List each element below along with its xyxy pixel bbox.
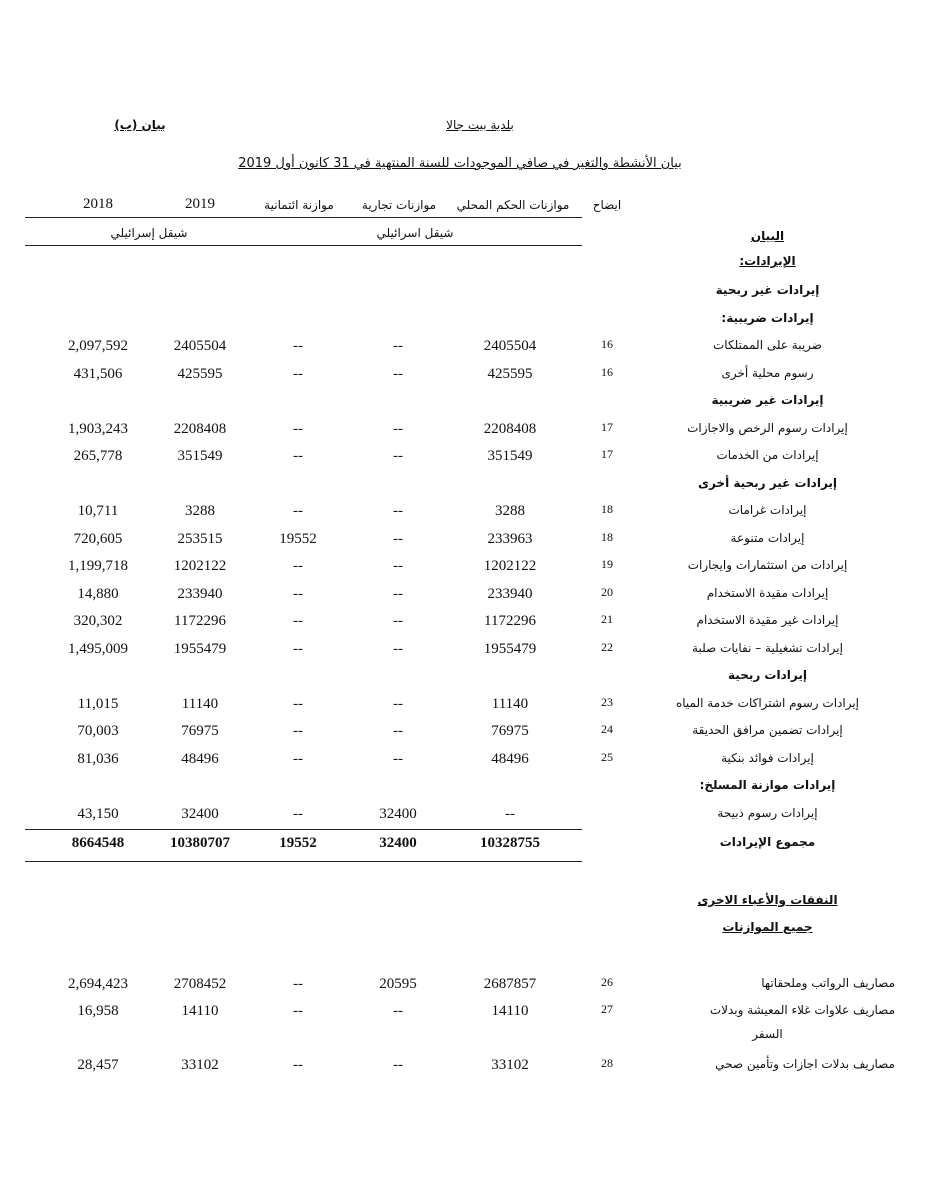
value-trading: -- <box>393 613 403 629</box>
description-header-text: البيان <box>750 229 785 243</box>
table-row <box>0 445 927 469</box>
table-row <box>0 1054 927 1078</box>
value-trust: -- <box>293 1057 303 1073</box>
col-2019-header-text: 2019 <box>185 196 215 212</box>
section-heading-row <box>0 775 927 799</box>
value-local-gov: 14110 <box>491 1003 529 1019</box>
value-trust: -- <box>293 805 303 822</box>
value-2019: 3288 <box>185 503 215 519</box>
note-ref: 22 <box>601 639 613 654</box>
value-2019: 2405504 <box>173 338 227 354</box>
table-row <box>0 610 927 634</box>
value-2018: 28,457 <box>77 1057 119 1073</box>
value-2018: 1,903,243 <box>68 420 128 437</box>
table-row <box>0 748 927 772</box>
section-heading: إيرادات غير ضريبية <box>711 393 824 407</box>
value-local-gov: 233963 <box>487 530 533 547</box>
value-2019: 2208408 <box>173 420 227 437</box>
total-label: مجموع الإيرادات <box>719 835 816 849</box>
value-2019: 1172296 <box>174 613 226 629</box>
note-ref: 26 <box>601 975 613 989</box>
table-row <box>0 720 927 744</box>
value-trust: 19552 <box>279 530 317 547</box>
value-trading: -- <box>393 640 403 657</box>
value-local-gov: 76975 <box>491 723 529 739</box>
value-trust: -- <box>293 365 303 382</box>
value-local-gov: 351549 <box>487 448 533 464</box>
total-trading: 32400 <box>379 835 417 851</box>
total-bottom-rule <box>25 861 582 862</box>
col-trust-header <box>250 198 348 212</box>
value-2019: 351549 <box>177 448 223 464</box>
value-local-gov: 2208408 <box>483 420 537 437</box>
total-local-gov: 10328755 <box>480 835 540 851</box>
value-2018: 14,880 <box>77 585 119 602</box>
line-item-label: إيرادات متنوعة <box>730 530 805 545</box>
value-local-gov: -- <box>505 805 515 822</box>
value-trust: -- <box>293 613 303 629</box>
note-ref: 20 <box>601 584 613 599</box>
section-heading-row <box>0 308 927 332</box>
value-trading: -- <box>393 750 403 767</box>
line-item-label-continued: السفر <box>752 1027 783 1041</box>
value-trading: -- <box>393 503 403 519</box>
header-rule <box>25 217 582 218</box>
value-local-gov: 33102 <box>491 1057 529 1073</box>
value-trading: -- <box>393 1057 403 1073</box>
value-2018: 1,495,009 <box>68 640 128 657</box>
total-2019: 10380707 <box>170 835 230 851</box>
value-2018: 320,302 <box>73 613 123 629</box>
value-2019: 32400 <box>181 805 219 822</box>
total-top-rule <box>25 829 582 830</box>
note-ref: 27 <box>601 1002 613 1016</box>
col-2018-header-text: 2018 <box>83 196 113 212</box>
note-ref: 17 <box>601 419 613 434</box>
value-2019: 253515 <box>177 530 223 547</box>
col-2019-header <box>152 196 248 213</box>
expenses-subheading <box>640 920 895 934</box>
section-heading-row <box>0 280 927 304</box>
statement-id <box>85 118 195 132</box>
note-ref: 16 <box>601 364 613 379</box>
table-row <box>0 363 927 387</box>
statement-id-text: بيان (ب) <box>114 118 166 132</box>
value-local-gov: 1955479 <box>483 640 537 657</box>
value-2019: 33102 <box>181 1057 219 1073</box>
organization-name <box>330 118 630 132</box>
value-2018: 11,015 <box>77 695 119 712</box>
value-trading: -- <box>393 365 403 382</box>
value-local-gov: 2687857 <box>483 976 537 992</box>
total-2018: 8664548 <box>71 835 125 851</box>
col-2018-header <box>50 196 146 213</box>
line-item-label: مصاريف علاوات غلاء المعيشة وبدلات <box>709 1003 895 1017</box>
value-2018: 2,694,423 <box>68 976 128 992</box>
value-trading: -- <box>393 530 403 547</box>
value-2019: 11140 <box>181 695 219 712</box>
value-2018: 1,199,718 <box>68 558 128 574</box>
statement-title <box>200 156 720 171</box>
value-local-gov: 425595 <box>487 365 533 382</box>
value-local-gov: 233940 <box>487 585 533 602</box>
value-local-gov: 1202122 <box>483 558 537 574</box>
value-trading: -- <box>393 1003 403 1019</box>
currency-current <box>250 226 580 240</box>
value-trading: 32400 <box>379 805 417 822</box>
organization-name-text: بلدية بيت جالا <box>446 118 514 132</box>
col-trading-header <box>350 198 448 212</box>
value-local-gov: 3288 <box>495 503 525 519</box>
expenses-subheading-text: جميع الموازنات <box>722 920 813 934</box>
value-trading: -- <box>393 448 403 464</box>
line-item-label: مصاريف الرواتب وملحقاتها <box>761 976 895 990</box>
line-item-label: ضريبة على الممتلكات <box>712 338 822 352</box>
revenue-heading <box>640 254 895 268</box>
statement-title-text: بيان الأنشطة والتغير في صافي الموجودات للسنة المنتهية في 31 كانون أول 2019 <box>238 156 682 171</box>
table-row <box>0 1000 927 1041</box>
value-trust: -- <box>293 585 303 602</box>
section-heading: إيرادات ضريبية: <box>721 310 814 325</box>
table-row <box>0 555 927 579</box>
value-trading: -- <box>393 420 403 437</box>
value-2019: 2708452 <box>173 976 227 992</box>
col-local-gov-header-text: موازنات الحكم المحلي <box>456 198 570 212</box>
line-item-label: إيرادات رسوم اشتراكات خدمة المياه <box>675 695 860 710</box>
value-local-gov: 11140 <box>491 695 529 712</box>
table-row <box>0 500 927 524</box>
value-2018: 43,150 <box>77 805 119 822</box>
value-trust: -- <box>293 640 303 657</box>
line-item-label: رسوم محلية أخرى <box>721 365 814 380</box>
value-trust: -- <box>293 1003 303 1019</box>
value-trust: -- <box>293 558 303 574</box>
section-heading: إيرادات موازنة المسلخ: <box>699 778 836 792</box>
value-2019: 1202122 <box>173 558 227 574</box>
value-2018: 81,036 <box>77 750 119 767</box>
value-2019: 76975 <box>181 723 219 739</box>
value-trading: 20595 <box>379 976 417 992</box>
value-2019: 425595 <box>177 365 223 382</box>
note-ref: 25 <box>601 749 613 764</box>
value-2019: 233940 <box>177 585 223 602</box>
table-row <box>0 638 927 662</box>
value-2019: 1955479 <box>173 640 227 657</box>
line-item-label: إيرادات رسوم الرخص والاجازات <box>687 420 848 435</box>
section-heading-row <box>0 390 927 414</box>
note-ref: 18 <box>601 529 613 544</box>
value-trust: -- <box>293 448 303 464</box>
value-2019: 14110 <box>181 1003 219 1019</box>
table-row <box>0 973 927 997</box>
col-note-header <box>578 198 636 212</box>
line-item-label: إيرادات فوائد بنكية <box>721 750 814 765</box>
value-trust: -- <box>293 503 303 519</box>
value-local-gov: 1172296 <box>484 613 536 629</box>
col-note-header-text: ايضاح <box>592 198 622 212</box>
table-row <box>0 693 927 717</box>
value-trading: -- <box>393 723 403 739</box>
value-trust: -- <box>293 338 303 354</box>
value-2018: 10,711 <box>77 503 119 519</box>
currency-prior <box>50 226 248 240</box>
line-item-label: إيرادات تشغيلية – نفايات صلبة <box>692 640 843 655</box>
value-trading: -- <box>393 558 403 574</box>
value-trust: -- <box>293 420 303 437</box>
value-trust: -- <box>293 695 303 712</box>
section-heading-row <box>0 473 927 497</box>
table-row <box>0 583 927 607</box>
value-local-gov: 48496 <box>491 750 529 767</box>
total-trust: 19552 <box>279 835 317 851</box>
col-trading-header-text: موازنات تجارية <box>361 198 437 212</box>
note-ref: 28 <box>601 1056 613 1070</box>
note-ref: 23 <box>601 694 613 709</box>
value-2018: 2,097,592 <box>68 338 128 354</box>
value-2018: 431,506 <box>73 365 123 382</box>
note-ref: 24 <box>601 722 613 736</box>
line-item-label: إيرادات تضمين مرافق الحديقة <box>692 723 843 737</box>
section-heading-row <box>0 665 927 689</box>
line-item-label: مصاريف بدلات اجازات وتأمين صحي <box>715 1057 895 1071</box>
col-local-gov-header <box>450 198 576 212</box>
total-row <box>0 832 927 856</box>
value-trust: -- <box>293 976 303 992</box>
table-row <box>0 528 927 552</box>
line-item-label: إيرادات رسوم ذبيحة <box>717 805 818 820</box>
value-local-gov: 2405504 <box>483 338 537 354</box>
line-item-label: إيرادات مقيدة الاستخدام <box>706 585 829 600</box>
note-ref: 21 <box>601 612 613 626</box>
value-trust: -- <box>293 750 303 767</box>
line-item-label: إيرادات من استثمارات وايجارات <box>687 558 848 572</box>
line-item-label: إيرادات من الخدمات <box>716 448 819 462</box>
currency-rule <box>25 245 582 246</box>
expenses-heading-text: النفقات والأعباء الاخرى <box>697 893 838 907</box>
note-ref: 17 <box>601 447 613 461</box>
value-trading: -- <box>393 585 403 602</box>
note-ref: 16 <box>601 337 613 351</box>
col-trust-header-text: موازنة ائتمانية <box>264 198 334 212</box>
section-heading: إيرادات غير ربحية <box>715 283 820 297</box>
currency-current-text: شيقل اسرائيلي <box>376 226 454 240</box>
note-ref: 18 <box>601 502 613 516</box>
description-header <box>640 229 895 243</box>
note-ref: 19 <box>601 557 613 571</box>
value-trading: -- <box>393 695 403 712</box>
value-2018: 16,958 <box>77 1003 119 1019</box>
currency-prior-text: شيقل إسرائيلي <box>110 226 188 240</box>
value-2018: 720,605 <box>73 530 123 547</box>
table-row <box>0 335 927 359</box>
value-2018: 265,778 <box>73 448 123 464</box>
value-2018: 70,003 <box>77 723 119 739</box>
section-heading: إيرادات ربحية <box>728 668 807 682</box>
table-row <box>0 803 927 827</box>
value-2019: 48496 <box>181 750 219 767</box>
table-row <box>0 418 927 442</box>
value-trading: -- <box>393 338 403 354</box>
section-heading: إيرادات غير ربحية أخرى <box>697 475 838 490</box>
revenue-heading-text: الإيرادات: <box>739 254 796 268</box>
line-item-label: إيرادات غرامات <box>728 503 807 517</box>
value-trust: -- <box>293 723 303 739</box>
line-item-label: إيرادات غير مقيدة الاستخدام <box>696 613 839 627</box>
expenses-heading <box>640 893 895 907</box>
